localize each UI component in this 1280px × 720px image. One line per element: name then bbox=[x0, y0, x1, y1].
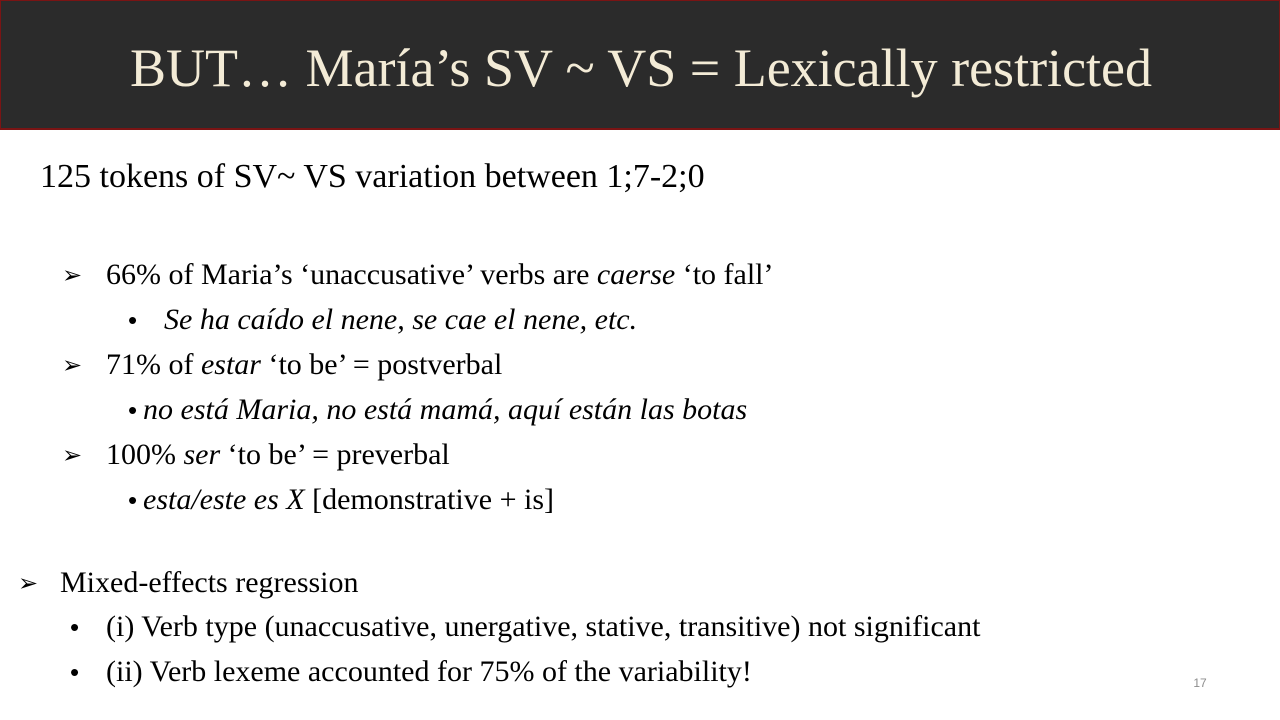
arrow-bullet-icon: ➢ bbox=[62, 351, 83, 379]
round-bullet-icon: • bbox=[128, 305, 138, 335]
regression-item-2: (ii) Verb lexeme accounted for 75% of the variability! bbox=[106, 655, 752, 688]
lead-text: 125 tokens of SV~ VS variation between 1;7-2;0 bbox=[40, 158, 705, 195]
point-3-example bbox=[143, 480, 554, 520]
point-3-gloss: ‘to be’ = preverbal bbox=[220, 438, 450, 471]
regression-item-1: (i) Verb type (unaccusative, unergative, stative, transitive) not significant bbox=[106, 610, 981, 643]
page-number: 17 bbox=[1193, 676, 1207, 690]
point-3-term: ser bbox=[183, 438, 221, 471]
point-2-term: estar bbox=[200, 348, 261, 381]
arrow-bullet-icon: ➢ bbox=[62, 441, 83, 469]
point-2-text: 71% of bbox=[106, 348, 201, 381]
point-2 bbox=[106, 345, 502, 385]
round-bullet-icon: • bbox=[70, 657, 80, 687]
point-1-example: Se ha caído el nene, se cae el nene, etc. bbox=[164, 303, 638, 336]
point-2-example: no está Maria, no está mamá, aquí están las botas bbox=[143, 393, 748, 426]
round-bullet-icon: • bbox=[128, 395, 138, 425]
point-1-term: caerse bbox=[596, 258, 676, 291]
point-3 bbox=[106, 435, 450, 475]
point-2-gloss: ‘to be’ = postverbal bbox=[260, 348, 503, 381]
slide-title: BUT… María’s SV ~ VS = Lexically restricted bbox=[129, 38, 1153, 98]
point-1-gloss: ‘to fall’ bbox=[675, 258, 774, 291]
regression-heading: Mixed-effects regression bbox=[60, 566, 359, 599]
point-3-text: 100% bbox=[106, 438, 184, 471]
arrow-bullet-icon: ➢ bbox=[62, 261, 83, 289]
point-3-example-italic: esta/este es X bbox=[143, 483, 305, 516]
round-bullet-icon: • bbox=[70, 612, 80, 642]
point-1-text: 66% of Maria’s ‘unaccusative’ verbs are bbox=[106, 258, 597, 291]
round-bullet-icon: • bbox=[128, 485, 138, 515]
point-1 bbox=[106, 255, 774, 295]
point-3-example-rest: [demonstrative + is] bbox=[304, 483, 554, 516]
arrow-bullet-icon: ➢ bbox=[18, 569, 39, 597]
